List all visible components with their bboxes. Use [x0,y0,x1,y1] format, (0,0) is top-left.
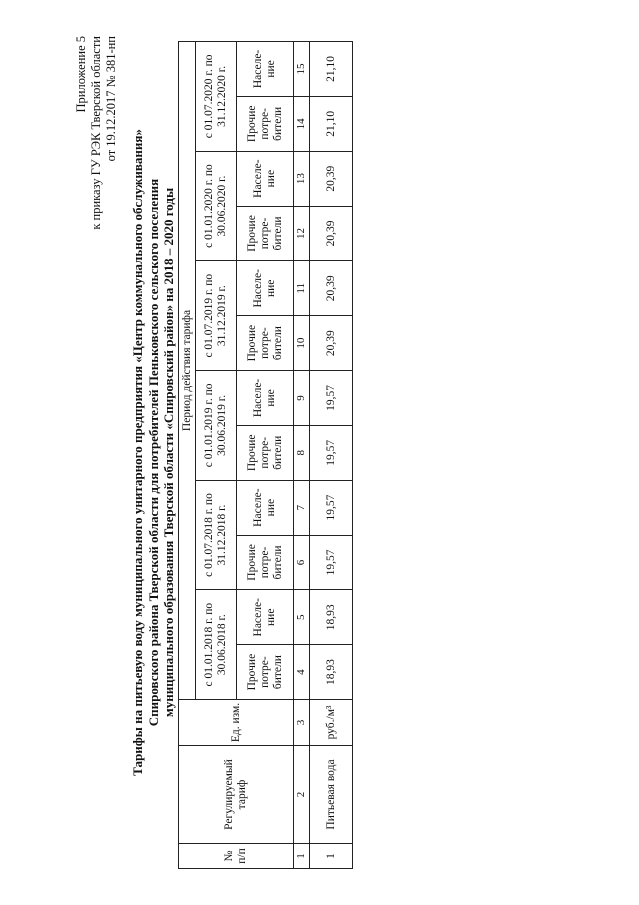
column-number: 11 [294,261,310,316]
column-number: 5 [294,590,310,645]
document-title [130,0,177,905]
period-header: с 01.01.2020 г. по 30.06.2020 г. [196,151,237,261]
column-number: 12 [294,206,310,261]
title-line-3: муниципального образования Тверской области «Спировский район» на 2018 – 2020 годы [161,187,176,718]
column-number: 14 [294,96,310,151]
sub-header-population: Населе-ние [237,590,294,645]
row-number: 1 [310,844,353,869]
header-tariff: Регулируемый тариф [179,746,294,844]
sub-header-population: Населе-ние [237,151,294,206]
tariff-value: 19,57 [310,480,353,535]
period-header: с 01.07.2020 г. по 31.12.2020 г. [196,42,237,152]
sub-header-other: Прочие потре-бители [237,316,294,371]
column-number: 6 [294,535,310,590]
column-number: 8 [294,425,310,480]
title-line-1: Тарифы на питьевую воду муниципального унитарного предприятия «Центр коммунального обслуживания» [130,129,145,776]
column-number: 3 [294,700,310,746]
appendix-line-3: от 19.12.2017 № 381-нп [104,36,118,162]
column-number: 7 [294,480,310,535]
tariff-value: 20,39 [310,316,353,371]
column-number: 2 [294,746,310,844]
header-unit: Ед. изм. [179,700,294,746]
title-line-2: Спировского района Тверской области для потребителей Пеньковского сельского поселения [145,178,161,727]
row-unit: руб./м³ [310,700,353,746]
sub-header-population: Населе-ние [237,371,294,426]
sub-header-population: Населе-ние [237,480,294,535]
row-tariff-name: Питьевая вода [310,746,353,844]
sub-header-other: Прочие потре-бители [237,535,294,590]
appendix-line-1: Приложение 5 [74,36,88,113]
tariff-value: 21,10 [310,42,353,97]
sub-header-other: Прочие потре-бители [237,96,294,151]
tariff-value: 19,57 [310,425,353,480]
tariff-value: 18,93 [310,645,353,700]
sub-header-other: Прочие потре-бители [237,425,294,480]
sub-header-population: Населе-ние [237,261,294,316]
period-header: с 01.01.2018 г. по 30.06.2018 г. [196,590,237,700]
tariff-value: 20,39 [310,151,353,206]
period-header: с 01.07.2018 г. по 31.12.2018 г. [196,480,237,590]
tariff-value: 20,39 [310,206,353,261]
table-row [310,42,353,869]
tariff-value: 19,57 [310,535,353,590]
column-number: 15 [294,42,310,97]
column-number: 10 [294,316,310,371]
period-header: с 01.07.2019 г. по 31.12.2019 г. [196,261,237,371]
tariff-value: 19,57 [310,371,353,426]
sub-header-population: Населе-ние [237,42,294,97]
column-number: 1 [294,844,310,869]
tariff-value: 18,93 [310,590,353,645]
column-number: 13 [294,151,310,206]
header-period: Период действия тарифа [179,42,196,700]
tariff-value: 21,10 [310,96,353,151]
column-number: 4 [294,645,310,700]
header-number: № п/п [179,844,294,869]
sub-header-other: Прочие потре-бители [237,206,294,261]
tariff-value: 20,39 [310,261,353,316]
sub-header-other: Прочие потре-бители [237,645,294,700]
appendix-line-2: к приказу ГУ РЭК Тверской области [89,36,103,230]
column-number: 9 [294,371,310,426]
period-header: с 01.01.2019 г. по 30.06.2019 г. [196,371,237,481]
appendix-block [74,36,119,230]
tariff-table [178,41,353,869]
